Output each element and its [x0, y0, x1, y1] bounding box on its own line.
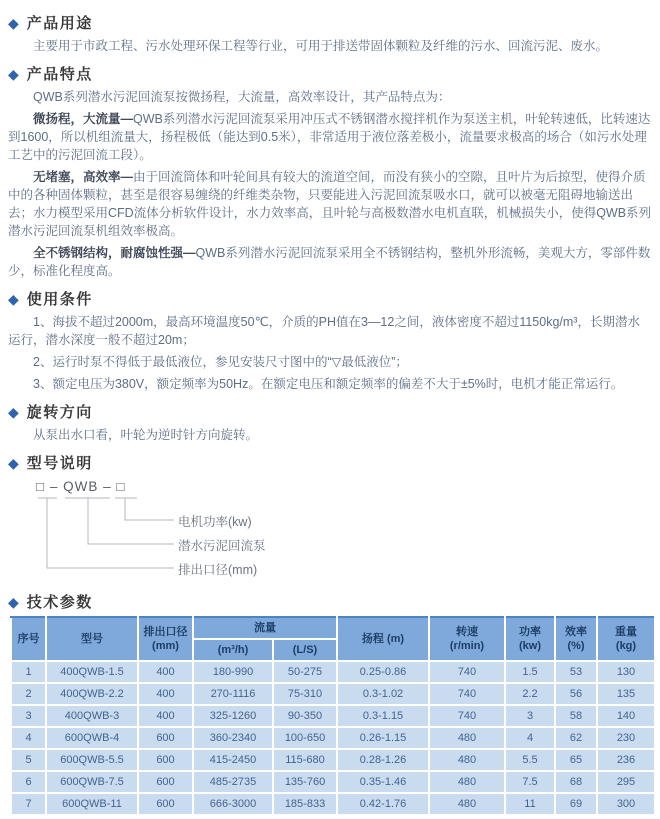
spec-table-body	[11, 661, 655, 815]
usage-paragraph: 主要用于市政工程、污水处理环保工程等行业，可用于排送带固体颗粒及纤维的污水、回流污泥、废水。	[33, 39, 609, 53]
table-cell: 3	[11, 705, 46, 727]
condition-item-2: 2、运行时泵不得低于最低液位，参见安装尺寸图中的“▽最低液位”；	[33, 355, 408, 369]
col-header-head: 扬程 (m)	[337, 617, 429, 661]
diamond-bullet-icon: ◆	[8, 403, 19, 420]
table-cell: 600	[138, 749, 193, 771]
section-heading-conditions	[8, 288, 652, 309]
table-cell: 230	[597, 727, 655, 749]
col-header-power-unit: (kw)	[519, 640, 541, 652]
table-cell: 485-2735	[193, 771, 273, 793]
col-header-speed	[429, 617, 505, 661]
table-cell: 270-1116	[193, 683, 273, 705]
feature-text: QWB系列潜水污泥回流泵采用冲压式不锈钢潜水搅拌机作为泵送主机，叶轮转速低，比转速达到1600，所以机组流量大，扬程极低（能达到0.5米），非常适用于液位落差极小，流量要求极高的场合（如污水处理工艺中的污泥回流工段）。	[8, 112, 651, 162]
table-cell: 135-760	[273, 771, 337, 793]
table-cell: 4	[11, 727, 46, 749]
table-row	[11, 749, 655, 771]
feature-text: 由于回流筒体和叶轮间具有较大的流道空间，而没有狭小的空隙，且叶片为后掠型，使得介质中的各种固体颗粒，甚至是很容易缠绕的纤维类杂物，只要能进入污泥回流泵吸水口，就可以被毫无阻碍地输送出去；水力模型采用CFD流体分析软件设计，水力效率高，且叶轮与高极数潜水电机直联，机械损失小，使得QWB系列潜水污泥回流泵机组效率极高。	[8, 170, 652, 238]
table-cell: 400QWB-2.2	[46, 683, 138, 705]
table-cell: 0.3-1.15	[337, 705, 429, 727]
col-header-weight	[597, 617, 655, 661]
condition-item-3: 3、额定电压为380V，额定频率为50Hz。在额定电压和额定频率的偏差不大于±5%时，电机才能正常运行。	[33, 377, 624, 391]
model-label-pump-type: 潜水污泥回流泵	[178, 539, 266, 553]
feature-text: QWB系列潜水污泥回流泵采用全不锈钢结构，整机外形流畅，美观大方，零部件数少，标准化程度高。	[8, 246, 651, 278]
rotation-paragraph: 从泵出水口看，叶轮为逆时针方向旋转。	[33, 428, 259, 442]
features-intro: QWB系列潜水污泥回流泵按微扬程，大流量，高效率设计，其产品特点为：	[33, 90, 451, 104]
table-cell: 115-680	[273, 749, 337, 771]
table-cell: 600QWB-7.5	[46, 771, 138, 793]
model-code: □ – QWB – □	[36, 479, 126, 494]
table-cell: 53	[555, 661, 597, 683]
table-cell: 130	[597, 661, 655, 683]
table-cell: 0.25-0.86	[337, 661, 429, 683]
table-cell: 400	[138, 661, 193, 683]
feature-lead: 全不锈钢结构，耐腐蚀性强—	[33, 246, 196, 260]
table-cell: 100-650	[273, 727, 337, 749]
table-cell: 185-833	[273, 793, 337, 815]
table-cell: 58	[555, 705, 597, 727]
spec-table-header	[11, 617, 655, 661]
col-header-eff-label: 效率	[565, 626, 587, 638]
table-cell: 295	[597, 771, 655, 793]
table-cell: 600QWB-5.5	[46, 749, 138, 771]
col-header-outlet	[138, 617, 193, 661]
col-header-efficiency	[555, 617, 597, 661]
table-cell: 400	[138, 705, 193, 727]
table-cell: 740	[429, 661, 505, 683]
section-heading-features	[8, 63, 652, 84]
table-cell: 140	[597, 705, 655, 727]
table-cell: 5	[11, 749, 46, 771]
table-cell: 600	[138, 727, 193, 749]
section-title-rotation: 旋转方向	[26, 404, 93, 421]
model-code-diagram	[36, 479, 652, 583]
table-cell: 75-310	[273, 683, 337, 705]
table-cell: 400QWB-1.5	[46, 661, 138, 683]
table-cell: 600QWB-4	[46, 727, 138, 749]
table-cell: 600	[138, 771, 193, 793]
table-cell: 400	[138, 683, 193, 705]
section-heading-specs	[8, 591, 652, 612]
model-label-outlet-diameter: 排出口径(mm)	[178, 563, 258, 577]
table-cell: 7	[11, 793, 46, 815]
table-cell: 4	[505, 727, 555, 749]
feature-lead: 无堵塞，高效率—	[33, 170, 134, 184]
diamond-bullet-icon: ◆	[8, 290, 19, 307]
table-cell: 480	[429, 771, 505, 793]
feature-paragraph-no-clog	[8, 168, 652, 240]
section-title-specs: 技术参数	[26, 594, 93, 611]
section-heading-usage	[8, 12, 652, 33]
feature-lead: 微扬程，大流量—	[33, 112, 134, 126]
table-cell: 65	[555, 749, 597, 771]
col-header-flow-m3h: (m³/h)	[193, 639, 273, 661]
model-label-motor-power: 电机功率(kw)	[178, 515, 252, 529]
table-cell: 180-990	[193, 661, 273, 683]
table-cell: 480	[429, 727, 505, 749]
table-cell: 236	[597, 749, 655, 771]
feature-paragraph-stainless	[8, 244, 652, 280]
table-cell: 1.5	[505, 661, 555, 683]
table-cell: 11	[505, 793, 555, 815]
diamond-bullet-icon: ◆	[8, 454, 19, 471]
table-cell: 1	[11, 661, 46, 683]
table-cell: 6	[11, 771, 46, 793]
table-cell: 7.5	[505, 771, 555, 793]
table-cell: 50-275	[273, 661, 337, 683]
table-cell: 600QWB-11	[46, 793, 138, 815]
col-header-speed-unit: (r/min)	[449, 640, 485, 652]
col-header-eff-unit: (%)	[567, 640, 585, 652]
table-cell: 2	[11, 683, 46, 705]
section-heading-model	[8, 452, 652, 473]
table-cell: 56	[555, 683, 597, 705]
col-header-outlet-label: 排出口径	[143, 626, 188, 638]
col-header-power-label: 功率	[519, 626, 541, 638]
col-header-speed-label: 转速	[456, 626, 478, 638]
col-header-outlet-unit: (mm)	[152, 640, 179, 652]
table-cell: 0.35-1.46	[337, 771, 429, 793]
col-header-flow: 流量	[193, 617, 337, 639]
table-cell: 0.3-1.02	[337, 683, 429, 705]
table-cell: 0.42-1.76	[337, 793, 429, 815]
section-title-usage: 产品用途	[26, 15, 93, 32]
table-cell: 325-1260	[193, 705, 273, 727]
table-cell: 69	[555, 793, 597, 815]
condition-item-1: 1、海拔不超过2000m，最高环境温度50℃，介质的PH值在3—12之间，液体密度不超过1150kg/m³，长期潜水运行，潜水深度一般不超过20m；	[8, 315, 640, 347]
section-title-features: 产品特点	[26, 66, 93, 83]
col-header-weight-label: 重量	[615, 626, 637, 638]
spec-table	[10, 616, 656, 816]
col-header-power	[505, 617, 555, 661]
table-cell: 480	[429, 793, 505, 815]
table-cell: 400QWB-3	[46, 705, 138, 727]
col-header-weight-unit: (kg)	[615, 640, 637, 652]
table-cell: 415-2450	[193, 749, 273, 771]
table-cell: 600	[138, 793, 193, 815]
table-cell: 0.28-1.26	[337, 749, 429, 771]
table-cell: 5.5	[505, 749, 555, 771]
table-row	[11, 683, 655, 705]
table-cell: 135	[597, 683, 655, 705]
table-row	[11, 661, 655, 683]
table-cell: 0.26-1.15	[337, 727, 429, 749]
table-row	[11, 793, 655, 815]
table-cell: 666-3000	[193, 793, 273, 815]
table-cell: 360-2340	[193, 727, 273, 749]
col-header-no: 序号	[11, 617, 46, 661]
feature-paragraph-low-head	[8, 110, 652, 164]
table-cell: 480	[429, 749, 505, 771]
table-cell: 68	[555, 771, 597, 793]
diamond-bullet-icon: ◆	[8, 593, 19, 610]
table-row	[11, 727, 655, 749]
section-heading-rotation	[8, 401, 652, 422]
table-cell: 740	[429, 683, 505, 705]
table-cell: 300	[597, 793, 655, 815]
col-header-model: 型号	[46, 617, 138, 661]
table-cell: 3	[505, 705, 555, 727]
diamond-bullet-icon: ◆	[8, 65, 19, 82]
section-title-model: 型号说明	[26, 455, 93, 472]
col-header-flow-ls: (L/S)	[273, 639, 337, 661]
table-cell: 2.2	[505, 683, 555, 705]
table-row	[11, 705, 655, 727]
section-title-conditions: 使用条件	[26, 291, 93, 308]
table-cell: 62	[555, 727, 597, 749]
table-row	[11, 771, 655, 793]
table-cell: 90-350	[273, 705, 337, 727]
table-cell: 740	[429, 705, 505, 727]
diamond-bullet-icon: ◆	[8, 14, 19, 31]
